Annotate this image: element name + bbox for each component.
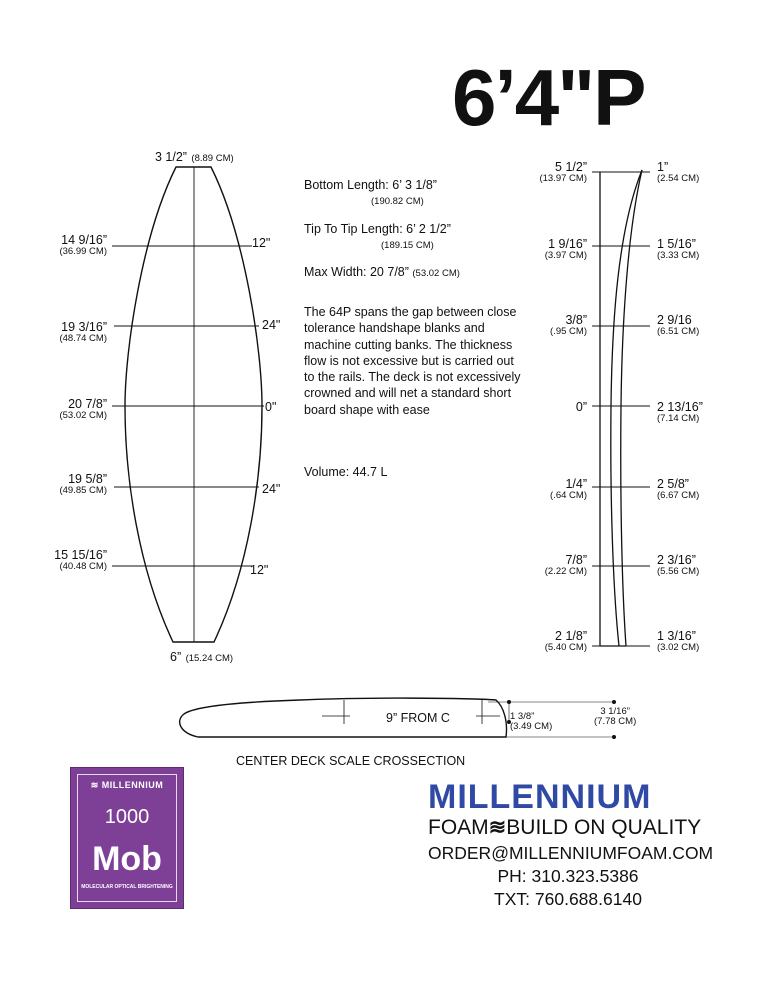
- mob-number: 1000: [104, 806, 150, 828]
- brand-text: TXT: 760.688.6140: [494, 888, 642, 909]
- board-description: The 64P spans the gap between close tolerance handshape blanks and machine cutting banks. The thickness flow is not excessive but is carried out to the rails. The deck is not excessively crowned and will net a standard short board shape with ease: [304, 305, 521, 417]
- width-label-2: [59, 320, 107, 345]
- crossection-total-value: 3 1/16”: [600, 706, 630, 717]
- rocker-left-7: [545, 629, 587, 654]
- width-value: 20 7/8”: [68, 397, 107, 411]
- rocker-right-6: [657, 553, 699, 578]
- rocker-cm: (3.02 CM): [657, 642, 700, 654]
- crossection-total-cm: (7.78 CM): [594, 716, 637, 728]
- mob-brand: [71, 780, 183, 791]
- rocker-cm: (3.97 CM): [544, 250, 587, 262]
- width-value: 14 9/16”: [61, 233, 107, 247]
- width-label-1: [59, 233, 107, 258]
- mob-name: Mob: [92, 840, 162, 878]
- rocker-value: 1/4”: [565, 477, 587, 491]
- page-title: 6’4"P: [452, 53, 645, 142]
- width-label-3: [59, 397, 107, 422]
- bottom-length-cm: (190.82 CM): [371, 195, 424, 207]
- rocker-value: 1 3/16”: [657, 629, 696, 643]
- max-width-cm: (53.02 CM): [412, 267, 460, 279]
- crossection-markers: [322, 700, 616, 739]
- tip-to-tip-cm: (189.15 CM): [381, 240, 434, 252]
- marker-12-lower: 12": [250, 563, 269, 577]
- rocker-value: 7/8”: [565, 553, 587, 567]
- brand-tagline-left: FOAM: [428, 816, 489, 839]
- rocker-cm: (7.14 CM): [657, 413, 700, 425]
- brand-email[interactable]: ORDER@MILLENNIUMFOAM.COM: [428, 843, 714, 864]
- nose-width-label: 3 1/2”: [155, 150, 187, 164]
- specs-block: [304, 177, 460, 281]
- max-width: Max Width: 20 7/8”: [304, 264, 409, 279]
- rocker-left-6: [545, 553, 587, 578]
- wave-icon: ≋: [488, 816, 507, 839]
- rocker-right-2: [657, 237, 699, 262]
- rocker-profile: [600, 170, 642, 646]
- width-cm: (48.74 CM): [59, 333, 107, 345]
- rocker-right-1: [657, 160, 699, 185]
- bottom-length: Bottom Length: 6’ 3 1/8”: [304, 178, 437, 192]
- rocker-value: 0”: [575, 400, 587, 414]
- board-volume: Volume: 44.7 L: [304, 465, 388, 479]
- brand-name: MILLENNIUM: [428, 778, 652, 816]
- brand-tagline-right: BUILD ON QUALITY: [506, 816, 702, 839]
- rocker-left-4: [576, 400, 587, 414]
- rocker-cm: (2.22 CM): [544, 566, 587, 578]
- width-value: 19 5/8”: [68, 472, 107, 486]
- board-outline: [125, 167, 262, 642]
- rocker-left-3: [550, 313, 587, 338]
- rocker-value: 1 9/16”: [548, 237, 587, 251]
- rocker-cm: (5.56 CM): [657, 566, 700, 578]
- marker-0: 0": [265, 400, 277, 414]
- width-cm: (40.48 CM): [59, 561, 107, 573]
- crossection-thickness-value: 1 3/8”: [510, 711, 535, 722]
- width-cm: (53.02 CM): [59, 410, 107, 422]
- rocker-right-7: [657, 629, 699, 654]
- rocker-value: 1”: [657, 160, 669, 174]
- rocker-right-3: [657, 313, 699, 338]
- mob-brand-text: MILLENNIUM: [101, 780, 164, 790]
- nose-width: [155, 148, 234, 166]
- crossection-total: [594, 707, 636, 728]
- rocker-left-5: [550, 477, 587, 502]
- tail-width-cm: (15.24 CM): [185, 653, 234, 664]
- wave-icon: ≋: [90, 780, 99, 790]
- width-cm: (49.85 CM): [59, 485, 107, 497]
- rocker-right-4: [657, 400, 703, 425]
- tip-to-tip: Tip To Tip Length: 6’ 2 1/2”: [304, 222, 451, 237]
- crossection-thickness-cm: (3.49 CM): [510, 721, 553, 733]
- width-cm: (36.99 CM): [59, 246, 107, 258]
- brand-block: [428, 778, 714, 910]
- crossection-offset-label: 9” FROM C: [386, 711, 450, 725]
- rocker-cm: (3.33 CM): [657, 250, 700, 262]
- mob-badge: [70, 767, 184, 909]
- rocker-right-5: [657, 477, 699, 502]
- mob-badge-border: [77, 774, 177, 902]
- crossection-shape: [180, 698, 507, 737]
- rocker-cm: (6.67 CM): [657, 490, 700, 502]
- rocker-value: 2 9/16: [657, 313, 692, 327]
- brand-phone: PH: 310.323.5386: [497, 865, 639, 886]
- brand-tagline: [428, 816, 708, 839]
- mob-subtitle: MOLECULAR OPTICAL BRIGHTENING: [81, 884, 173, 890]
- rocker-cm: (.64 CM): [550, 490, 587, 502]
- rocker-cm: (13.97 CM): [539, 173, 587, 185]
- crossection-thickness: [510, 712, 552, 733]
- width-value: 15 15/16”: [54, 548, 107, 562]
- width-value: 19 3/16”: [61, 320, 107, 334]
- tail-width: [170, 648, 233, 666]
- rocker-value: 2 13/16”: [657, 400, 703, 414]
- rocker-cm: (2.54 CM): [657, 173, 700, 185]
- rocker-left-1: [539, 160, 587, 185]
- rocker-value: 1 5/16”: [657, 237, 696, 251]
- nose-width-cm: (8.89 CM): [191, 153, 234, 164]
- crossection-caption: CENTER DECK SCALE CROSSECTION: [236, 754, 466, 768]
- marker-24-lower: 24": [262, 482, 281, 496]
- rocker-cm: (.95 CM): [550, 326, 587, 338]
- rocker-left-2: [545, 237, 587, 262]
- marker-12-upper: 12": [252, 236, 271, 250]
- tail-width-label: 6”: [170, 650, 182, 664]
- marker-24-upper: 24": [262, 318, 281, 332]
- rocker-value: 2 3/16”: [657, 553, 696, 567]
- rocker-value: 2 5/8”: [657, 477, 689, 491]
- rocker-value: 3/8”: [565, 313, 587, 327]
- rocker-cm: (5.40 CM): [544, 642, 587, 654]
- width-label-4: [59, 472, 107, 497]
- rocker-cm: (6.51 CM): [657, 326, 700, 338]
- width-label-5: [54, 548, 107, 573]
- rocker-value: 2 1/8”: [555, 629, 587, 643]
- rocker-value: 5 1/2”: [555, 160, 587, 174]
